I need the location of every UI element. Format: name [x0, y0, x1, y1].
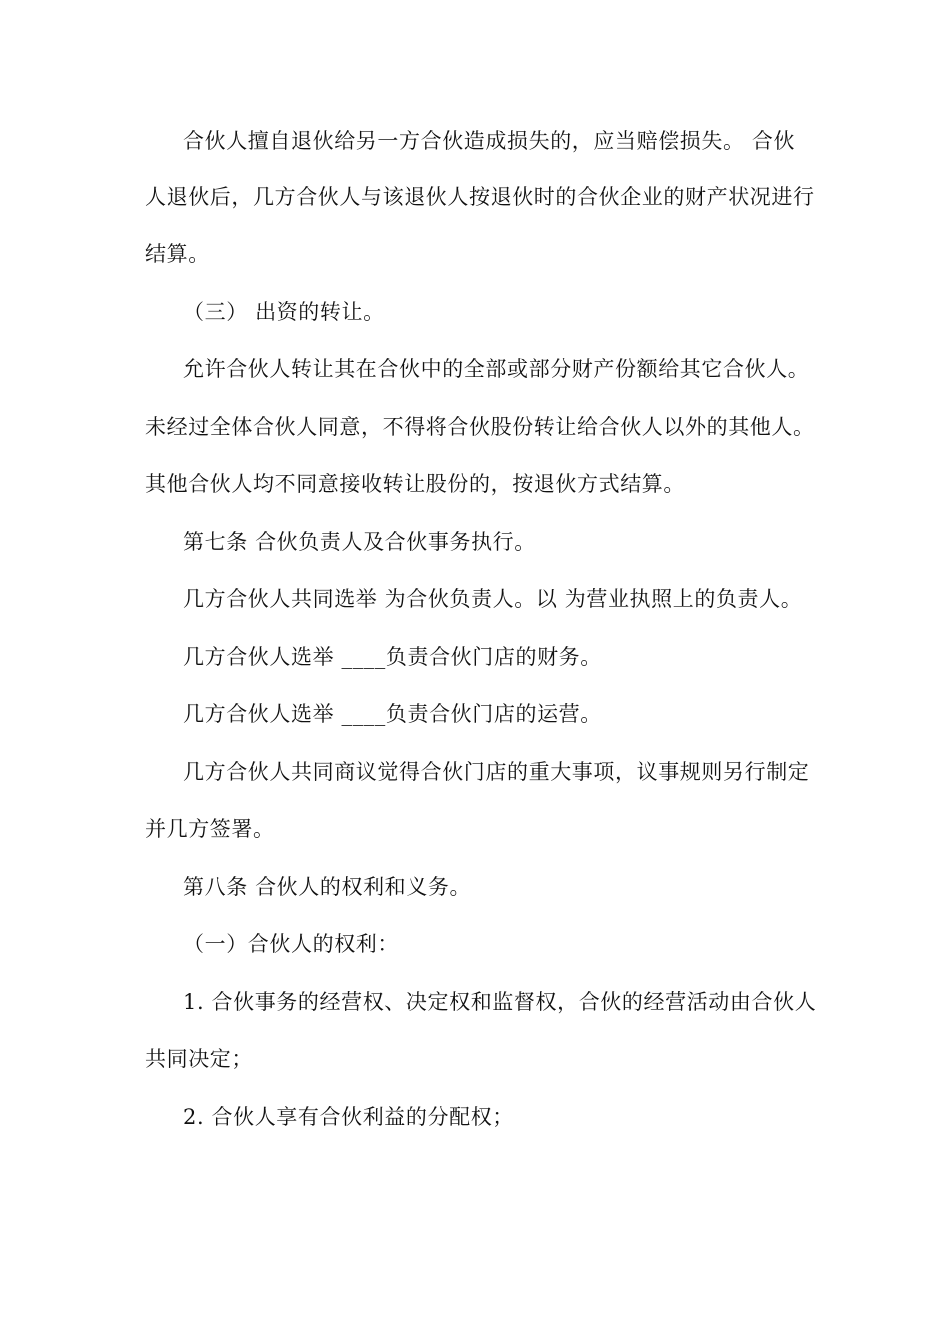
paragraph-line: 共同决定；: [145, 1047, 253, 1071]
paragraph-line: 合伙人擅自退伙给另一方合伙造成损失的，应当赔偿损失。 合伙: [183, 129, 796, 153]
paragraph-line: 其他合伙人均不同意接收转让股份的，按退伙方式结算。: [145, 472, 685, 496]
paragraph-line: 几方合伙人共同商议觉得合伙门店的重大事项，议事规则另行制定: [183, 760, 810, 784]
paragraph-line: 未经过全体合伙人同意，不得将合伙股份转让给合伙人以外的其他人。: [145, 415, 815, 439]
section-heading: （一）合伙人的权利：: [183, 932, 399, 956]
paragraph-line: 人退伙后，几方合伙人与该退伙人按退伙时的合伙企业的财产状况进行: [145, 185, 815, 209]
list-item: 1. 合伙事务的经营权、决定权和监督权，合伙的经营活动由合伙人: [183, 990, 817, 1014]
list-item: 2. 合伙人享有合伙利益的分配权；: [183, 1105, 514, 1129]
article-heading: 第八条 合伙人的权利和义务。: [183, 875, 472, 899]
paragraph-line: 几方合伙人选举 ____负责合伙门店的财务。: [183, 645, 602, 669]
paragraph-line: 几方合伙人共同选举 为合伙负责人。以 为营业执照上的负责人。: [183, 587, 803, 611]
article-heading: 第七条 合伙负责人及合伙事务执行。: [183, 530, 536, 554]
paragraph-line: 几方合伙人选举 ____负责合伙门店的运营。: [183, 702, 602, 726]
paragraph-line: 允许合伙人转让其在合伙中的全部或部分财产份额给其它合伙人。: [183, 357, 810, 381]
section-heading: （三） 出资的转让。: [183, 300, 385, 324]
paragraph-line: 结算。: [145, 242, 210, 266]
paragraph-line: 并几方签署。: [145, 817, 275, 841]
